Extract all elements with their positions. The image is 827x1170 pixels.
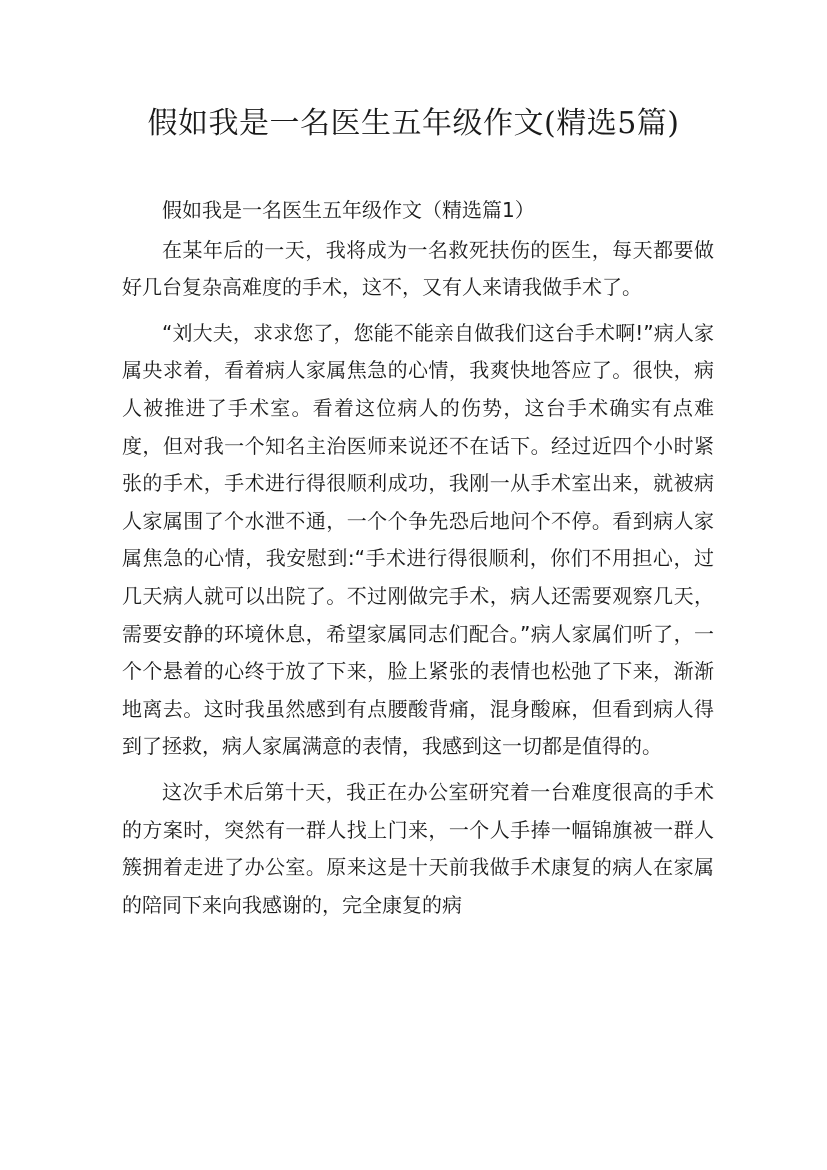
paragraph-1: 在某年后的一天，我将成为一名救死扶伤的医生，每天都要做好几台复杂高难度的手术，这不，又有人来请我做手术了。 (122, 237, 714, 300)
document-body (122, 192, 714, 932)
paragraph-2: “刘大夫，求求您了，您能不能亲自做我们这台手术啊!”病人家属央求着，看着病人家属焦急的心情，我爽快地答应了。很快，病人被推进了手术室。看着这位病人的伤势，这台手术确实有点难度，但对我一个知名主治医师来说还不在话下。经过近四个小时紧张的手术，手术进行得很顺利成功，我刚一从手术室出来，就被病人家属围了个水泄不通，一个个争先恐后地问个不停。看到病人家属焦急的心情，我安慰到:“手术进行得很顺利，你们不用担心，过几天病人就可以出院了。不过刚做完手术，病人还需要观察几天，需要安静的环境休息，希望家属同志们配合。”病人家属们听了，一个个悬着的心终于放了下来，脸上紧张的表情也松弛了下来，渐渐地离去。这时我虽然感到有点腰酸背痛，混身酸麻，但看到病人得到了拯救，病人家属满意的表情，我感到这一切都是值得的。 (122, 320, 714, 759)
document-title: 假如我是一名医生五年级作文(精选5篇) (147, 106, 680, 141)
paragraph-3: 这次手术后第十天，我正在办公室研究着一台难度很高的手术的方案时，突然有一群人找上门来，一个人手捧一幅锦旗被一群人簇拥着走进了办公室。原来这是十天前我做手术康复的病人在家属的陪同下来向我感谢的，完全康复的病 (122, 779, 714, 917)
section-subheading: 假如我是一名医生五年级作文（精选篇1） (162, 198, 535, 222)
